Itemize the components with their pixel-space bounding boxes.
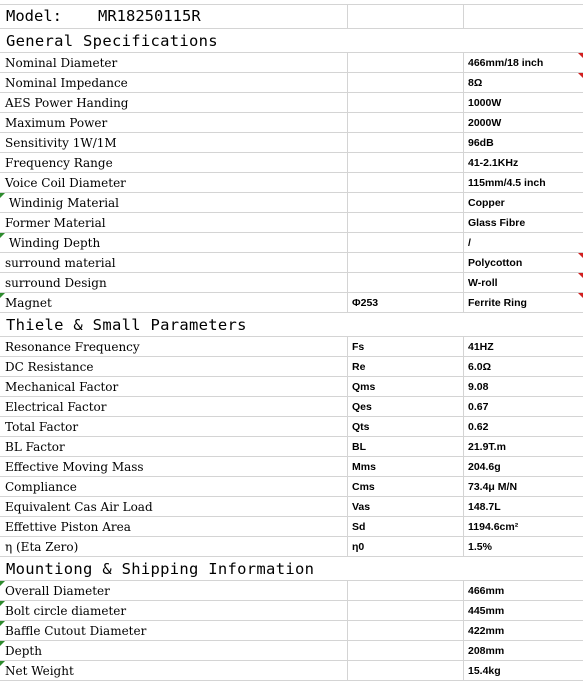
- spec-value-cell[interactable]: [464, 397, 583, 416]
- spec-row[interactable]: [0, 273, 583, 293]
- spec-code-cell[interactable]: [348, 581, 464, 600]
- section-title: Thiele & Small Parameters: [6, 316, 247, 334]
- model-empty-cell-3[interactable]: [464, 5, 583, 28]
- section-header-cell[interactable]: [0, 557, 583, 580]
- spec-value: Polycotton: [468, 257, 523, 269]
- spec-row[interactable]: [0, 417, 583, 437]
- comment-indicator-icon: [578, 293, 583, 298]
- section-header-row[interactable]: [0, 557, 583, 581]
- comment-indicator-icon: [578, 273, 583, 278]
- spec-value-cell[interactable]: [464, 641, 583, 660]
- spec-row[interactable]: [0, 537, 583, 557]
- spec-row[interactable]: [0, 253, 583, 273]
- spec-label: Resonance Frequency: [5, 340, 140, 354]
- spec-code: Fs: [352, 341, 365, 353]
- spec-code: Sd: [352, 521, 366, 533]
- spec-code-cell[interactable]: [348, 53, 464, 72]
- spec-label-cell[interactable]: [0, 581, 348, 600]
- spec-code-cell[interactable]: [348, 113, 464, 132]
- spec-label: Sensitivity 1W/1M: [5, 136, 117, 150]
- spec-row[interactable]: [0, 397, 583, 417]
- spec-label-cell[interactable]: [0, 213, 348, 232]
- spec-value: /: [468, 237, 471, 249]
- spec-value: 204.6g: [468, 461, 501, 473]
- comment-indicator-icon: [578, 73, 583, 78]
- spec-value-cell[interactable]: [464, 601, 583, 620]
- spec-code-cell[interactable]: [348, 293, 464, 312]
- spec-row[interactable]: [0, 113, 583, 133]
- spec-label-cell[interactable]: [0, 153, 348, 172]
- spec-label: Total Factor: [5, 420, 79, 434]
- comment-indicator-icon: [578, 53, 583, 58]
- spec-value: 1000W: [468, 97, 502, 109]
- spec-value: 466mm/18 inch: [468, 57, 544, 69]
- spec-label: Overall Diameter: [5, 584, 110, 598]
- spec-label-cell[interactable]: [0, 661, 348, 680]
- spec-value: 96dB: [468, 137, 494, 149]
- spec-label: Voice Coil Diameter: [5, 176, 126, 190]
- spec-value-cell[interactable]: [464, 497, 583, 516]
- spec-value: 73.4μ M/N: [468, 481, 518, 493]
- spec-code-cell[interactable]: [348, 193, 464, 212]
- spec-label: BL Factor: [5, 440, 65, 454]
- spec-value-cell[interactable]: [464, 73, 583, 92]
- spec-code: Qms: [352, 381, 376, 393]
- section-header-cell[interactable]: [0, 313, 583, 336]
- spec-code-cell[interactable]: [348, 357, 464, 376]
- spec-row[interactable]: [0, 173, 583, 193]
- spec-code-cell[interactable]: [348, 377, 464, 396]
- spec-value: 8Ω: [468, 77, 483, 89]
- spec-code-cell[interactable]: [348, 601, 464, 620]
- spec-value: 0.67: [468, 401, 489, 413]
- spec-row[interactable]: [0, 293, 583, 313]
- spec-code-cell[interactable]: [348, 661, 464, 680]
- spec-row[interactable]: [0, 497, 583, 517]
- spec-row[interactable]: [0, 601, 583, 621]
- spec-label: Bolt circle diameter: [5, 604, 127, 618]
- spec-row[interactable]: [0, 93, 583, 113]
- spec-label: Effettive Piston Area: [5, 520, 131, 534]
- spec-value-cell[interactable]: [464, 53, 583, 72]
- spec-value-cell[interactable]: [464, 377, 583, 396]
- spec-label: Winding Depth: [5, 236, 101, 250]
- model-cell[interactable]: [0, 5, 348, 28]
- spec-code-cell[interactable]: [348, 437, 464, 456]
- spec-value-cell[interactable]: [464, 293, 583, 312]
- error-indicator-icon: [0, 621, 5, 626]
- spec-value: 115mm/4.5 inch: [468, 177, 546, 189]
- spec-row[interactable]: [0, 337, 583, 357]
- model-text: Model: MR18250115R: [6, 7, 201, 25]
- spec-row[interactable]: [0, 133, 583, 153]
- spec-row[interactable]: [0, 357, 583, 377]
- spec-code: Vas: [352, 501, 371, 513]
- spec-label-cell[interactable]: [0, 517, 348, 536]
- spec-row[interactable]: [0, 153, 583, 173]
- spec-value: 6.0Ω: [468, 361, 492, 373]
- spec-row[interactable]: [0, 233, 583, 253]
- spec-row[interactable]: [0, 477, 583, 497]
- spec-value-cell[interactable]: [464, 253, 583, 272]
- section-header-row[interactable]: [0, 313, 583, 337]
- spec-value-cell[interactable]: [464, 173, 583, 192]
- spec-value-cell[interactable]: [464, 661, 583, 680]
- spec-label-cell[interactable]: [0, 397, 348, 416]
- spec-code-cell[interactable]: [348, 477, 464, 496]
- spec-label-cell[interactable]: [0, 357, 348, 376]
- spec-code-cell[interactable]: [348, 213, 464, 232]
- spec-value: 0.62: [468, 421, 489, 433]
- spec-value: W-roll: [468, 277, 498, 289]
- spec-label-cell[interactable]: [0, 233, 348, 252]
- error-indicator-icon: [0, 661, 5, 666]
- spec-code: Mms: [352, 461, 376, 473]
- spec-row[interactable]: [0, 193, 583, 213]
- spec-value-cell[interactable]: [464, 233, 583, 252]
- error-indicator-icon: [0, 193, 5, 198]
- spec-label: η (Eta Zero): [5, 540, 79, 554]
- spec-label: Nominal Diameter: [5, 56, 118, 70]
- error-indicator-icon: [0, 641, 5, 646]
- spec-code-cell[interactable]: [348, 173, 464, 192]
- model-empty-cell-2[interactable]: [348, 5, 464, 28]
- spec-label-cell[interactable]: [0, 377, 348, 396]
- spec-label-cell[interactable]: [0, 133, 348, 152]
- spec-code-cell[interactable]: [348, 457, 464, 476]
- spec-value: 1194.6cm²: [468, 521, 519, 533]
- model-row[interactable]: [0, 5, 583, 29]
- spec-code-cell[interactable]: [348, 517, 464, 536]
- spec-value-cell[interactable]: [464, 477, 583, 496]
- spec-value-cell[interactable]: [464, 437, 583, 456]
- error-indicator-icon: [0, 233, 5, 238]
- spec-row[interactable]: [0, 661, 583, 681]
- spec-code: η0: [352, 541, 365, 553]
- spec-code: Qes: [352, 401, 372, 413]
- spec-label: Mechanical Factor: [5, 380, 119, 394]
- spec-code-cell[interactable]: [348, 497, 464, 516]
- spec-value-cell[interactable]: [464, 113, 583, 132]
- spec-label: Former Material: [5, 216, 106, 230]
- spec-label-cell[interactable]: [0, 193, 348, 212]
- spec-value: 15.4kg: [468, 665, 501, 677]
- error-indicator-icon: [0, 601, 5, 606]
- spec-value: 148.7L: [468, 501, 501, 513]
- spec-label: Depth: [5, 644, 42, 658]
- section-header-cell[interactable]: [0, 29, 583, 52]
- spec-value: 422mm: [468, 625, 505, 637]
- spec-label: Magnet: [5, 296, 52, 310]
- spec-value-cell[interactable]: [464, 457, 583, 476]
- error-indicator-icon: [0, 293, 5, 298]
- comment-indicator-icon: [578, 253, 583, 258]
- spec-label: Electrical Factor: [5, 400, 107, 414]
- spec-value: 445mm: [468, 605, 505, 617]
- spec-value: 466mm: [468, 585, 505, 597]
- spec-value-cell[interactable]: [464, 273, 583, 292]
- spec-label-cell[interactable]: [0, 537, 348, 556]
- spec-label-cell[interactable]: [0, 93, 348, 112]
- spec-code-cell[interactable]: [348, 641, 464, 660]
- spec-label: AES Power Handing: [5, 96, 129, 110]
- spec-label-cell[interactable]: [0, 273, 348, 292]
- spec-value-cell[interactable]: [464, 581, 583, 600]
- spec-value: Ferrite Ring: [468, 297, 527, 309]
- spec-value: 41HZ: [468, 341, 494, 353]
- spec-value-cell[interactable]: [464, 621, 583, 640]
- spec-value-cell[interactable]: [464, 153, 583, 172]
- spec-code-cell[interactable]: [348, 621, 464, 640]
- spec-label: Compliance: [5, 480, 77, 494]
- spec-label-cell[interactable]: [0, 337, 348, 356]
- spec-code-cell[interactable]: [348, 253, 464, 272]
- spec-value-cell[interactable]: [464, 517, 583, 536]
- spec-label: Equivalent Cas Air Load: [5, 500, 153, 514]
- spec-code: Φ253: [352, 297, 379, 309]
- spec-value-cell[interactable]: [464, 337, 583, 356]
- section-title: Mountiong & Shipping Information: [6, 560, 315, 578]
- spec-code-cell[interactable]: [348, 337, 464, 356]
- error-indicator-icon: [0, 581, 5, 586]
- spec-label-cell[interactable]: [0, 477, 348, 496]
- spec-code-cell[interactable]: [348, 537, 464, 556]
- spec-row[interactable]: [0, 437, 583, 457]
- spec-row[interactable]: [0, 213, 583, 233]
- spec-label-cell[interactable]: [0, 73, 348, 92]
- spec-label: Maximum Power: [5, 116, 108, 130]
- spec-row[interactable]: [0, 641, 583, 661]
- spec-label-cell[interactable]: [0, 293, 348, 312]
- spec-label-cell[interactable]: [0, 497, 348, 516]
- spec-code-cell[interactable]: [348, 73, 464, 92]
- spec-code-cell[interactable]: [348, 153, 464, 172]
- spec-value: Copper: [468, 197, 505, 209]
- spec-value-cell[interactable]: [464, 193, 583, 212]
- spec-label: DC Resistance: [5, 360, 94, 374]
- spec-code-cell[interactable]: [348, 397, 464, 416]
- spec-row[interactable]: [0, 53, 583, 73]
- spec-value-cell[interactable]: [464, 93, 583, 112]
- spec-label-cell[interactable]: [0, 253, 348, 272]
- spec-row[interactable]: [0, 517, 583, 537]
- spec-label: Baffle Cutout Diameter: [5, 624, 147, 638]
- spec-code-cell[interactable]: [348, 417, 464, 436]
- section-title: General Specifications: [6, 32, 218, 50]
- spec-value: Glass Fibre: [468, 217, 526, 229]
- spec-code: Re: [352, 361, 366, 373]
- spec-label-cell[interactable]: [0, 601, 348, 620]
- spec-value: 2000W: [468, 117, 502, 129]
- spec-code-cell[interactable]: [348, 133, 464, 152]
- spec-label: surround material: [5, 256, 116, 270]
- spec-row[interactable]: [0, 581, 583, 601]
- spec-code: BL: [352, 441, 366, 453]
- spec-value-cell[interactable]: [464, 357, 583, 376]
- spec-label-cell[interactable]: [0, 641, 348, 660]
- spec-value: 1.5%: [468, 541, 492, 553]
- spec-label: Frequency Range: [5, 156, 113, 170]
- spec-label: Nominal Impedance: [5, 76, 128, 90]
- spec-label: Net Weight: [5, 664, 74, 678]
- spec-code: Qts: [352, 421, 370, 433]
- spec-value-cell[interactable]: [464, 417, 583, 436]
- spec-value: 41-2.1KHz: [468, 157, 519, 169]
- spec-label-cell[interactable]: [0, 53, 348, 72]
- spec-value: 9.08: [468, 381, 489, 393]
- spec-label-cell[interactable]: [0, 437, 348, 456]
- spec-label-cell[interactable]: [0, 417, 348, 436]
- spec-value-cell[interactable]: [464, 213, 583, 232]
- spec-code-cell[interactable]: [348, 233, 464, 252]
- spec-row[interactable]: [0, 377, 583, 397]
- spec-code-cell[interactable]: [348, 93, 464, 112]
- spec-value: 208mm: [468, 645, 505, 657]
- spec-label: surround Design: [5, 276, 107, 290]
- spec-label-cell[interactable]: [0, 173, 348, 192]
- spec-value: 21.9T.m: [468, 441, 506, 453]
- spec-label-cell[interactable]: [0, 113, 348, 132]
- spec-row[interactable]: [0, 621, 583, 641]
- spec-row[interactable]: [0, 457, 583, 477]
- spec-value-cell[interactable]: [464, 537, 583, 556]
- spec-label-cell[interactable]: [0, 457, 348, 476]
- spec-label: Windinig Material: [5, 196, 120, 210]
- section-header-row[interactable]: [0, 29, 583, 53]
- spec-value-cell[interactable]: [464, 133, 583, 152]
- spec-label: Effective Moving Mass: [5, 460, 144, 474]
- spec-row[interactable]: [0, 73, 583, 93]
- spec-code-cell[interactable]: [348, 273, 464, 292]
- spec-label-cell[interactable]: [0, 621, 348, 640]
- spec-code: Cms: [352, 481, 375, 493]
